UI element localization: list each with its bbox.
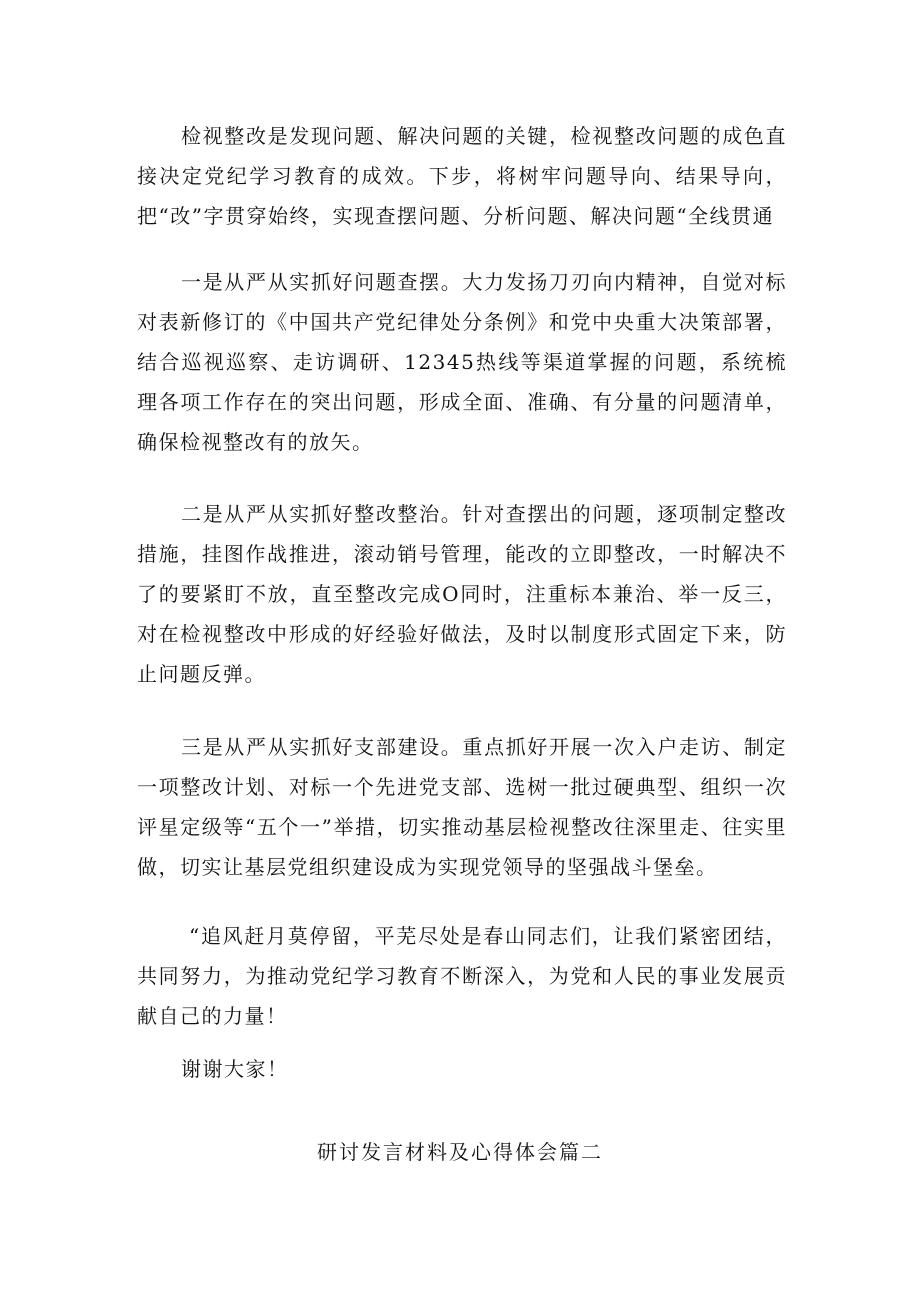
paragraph-thanks: 谢谢大家！ [181, 1057, 289, 1081]
paragraph-rectification-intro: 检视整改是发现问题、解决问题的关键，检视整改问题的成色直接决定党纪学习教育的成效。下步，将树牢问题导向、结果导向，把“改”字贯穿始终，实现查摆问题、分析问题、解决问题“全线贯通 [137, 124, 787, 228]
paragraph-closing-remarks: “追风赶月莫停留，平芜尽处是春山同志们，让我们紧密团结，共同努力，为推动党纪学习教育不断深入，为党和人民的事业发展贡献自己的力量！ [137, 924, 787, 1028]
paragraph-rectification-measures: 二是从严从实抓好整改整治。针对查摆出的问题，逐项制定整改措施，挂图作战推进，滚动销号管理，能改的立即整改，一时解决不了的要紧盯不放，直至整改完成O同时，注重标本兼治、举一反三，对在检视整改中形成的好经验好做法，及时以制度形式固定下来，防止问题反弹。 [137, 502, 787, 686]
section-heading: 研讨发言材料及心得体会篇二 [317, 1140, 603, 1164]
paragraph-branch-building: 三是从严从实抓好支部建设。重点抓好开展一次入户走访、制定一项整改计划、对标一个先进党支部、选树一批过硬典型、组织一次评星定级等“五个一”举措，切实推动基层检视整改往深里走、往实里做，切实让基层党组织建设成为实现党领导的坚强战斗堡垒。 [137, 735, 787, 879]
paragraph-problem-finding: 一是从严从实抓好问题查摆。大力发扬刀刃向内精神，自觉对标对表新修订的《中国共产党纪律处分条例》和党中央重大决策部署，结合巡视巡察、走访调研、12345热线等渠道掌握的问题，系统梳理各项工作存在的突出问题，形成全面、准确、有分量的问题清单，确保检视整改有的放矢。 [137, 270, 787, 454]
